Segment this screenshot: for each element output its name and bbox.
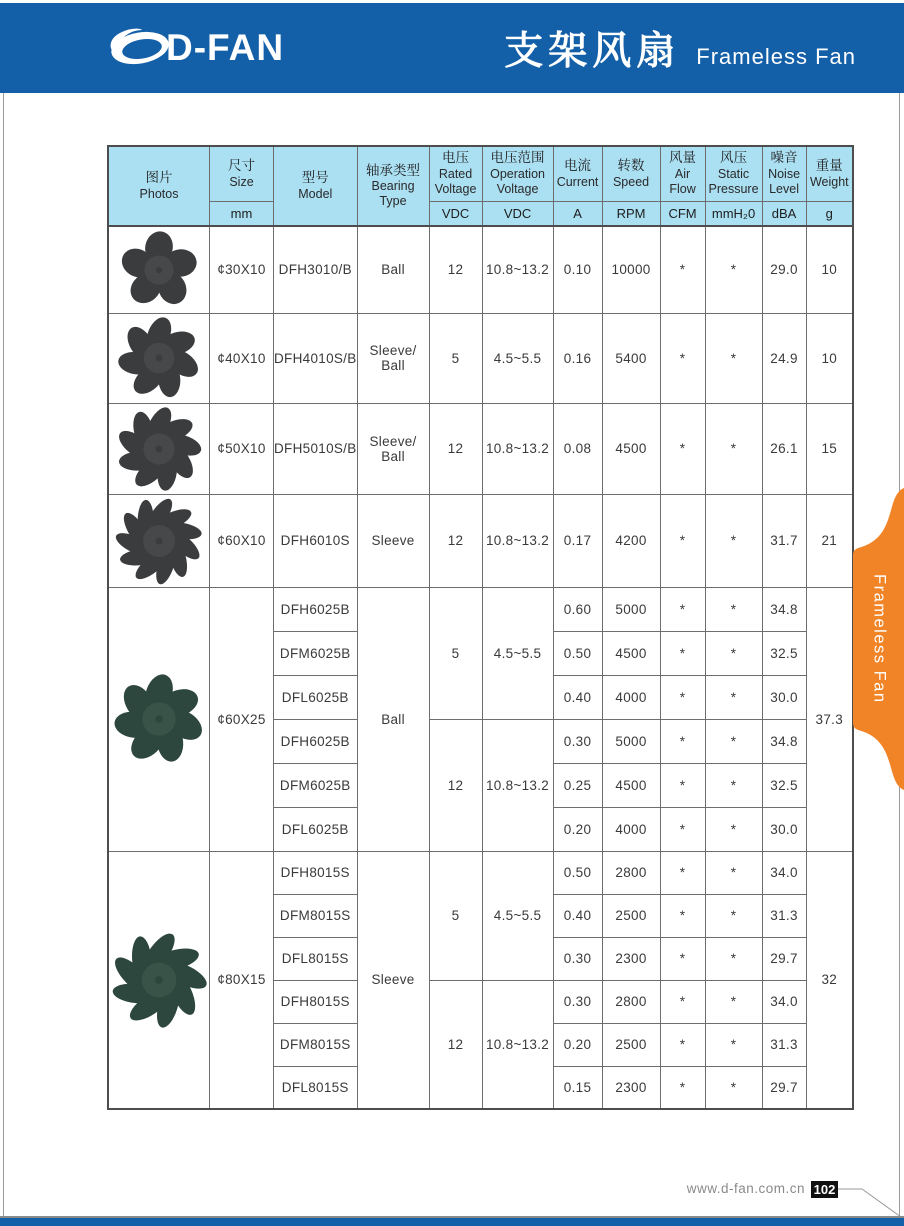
spec-cell: 0.20 — [553, 807, 602, 851]
column-header-en: Current — [556, 174, 599, 189]
spec-cell: 12 — [429, 980, 482, 1109]
spec-cell: * — [660, 226, 705, 313]
column-header-en: Air Flow — [669, 167, 696, 197]
column-header-en: Speed — [612, 174, 650, 189]
column-header — [108, 146, 210, 226]
spec-cell: 0.16 — [553, 313, 602, 403]
spec-cell: 10.8~13.2 — [482, 980, 553, 1109]
spec-cell: Sleeve — [357, 851, 429, 1109]
fan-5-blade-gray — [108, 226, 210, 313]
header-band — [0, 3, 904, 93]
spec-cell: DFH5010S/B — [274, 403, 358, 494]
column-header-en: Rated Voltage — [434, 167, 477, 197]
spec-cell: * — [660, 587, 705, 631]
brand-text: D-FAN — [166, 27, 285, 68]
fan-7-blade-gray — [115, 314, 203, 402]
spec-cell: DFH6025B — [274, 587, 358, 631]
spec-cell: * — [705, 894, 762, 937]
column-header-cn: 重量 — [815, 157, 843, 173]
spec-cell: 2800 — [602, 980, 660, 1023]
spec-cell: 2500 — [602, 894, 660, 937]
spec-cell: DFH6025B — [274, 719, 358, 763]
unit-header: dBA — [762, 201, 806, 226]
spec-cell: 4000 — [602, 675, 660, 719]
spec-cell: * — [705, 763, 762, 807]
column-header — [705, 146, 762, 201]
spec-cell: * — [705, 807, 762, 851]
spec-cell: DFL6025B — [274, 675, 358, 719]
column-header-en: Bearing Type — [371, 179, 415, 209]
spec-cell: 4500 — [602, 763, 660, 807]
unit-header: RPM — [602, 201, 660, 226]
spec-cell: Ball — [357, 587, 429, 851]
unit-header: mmH₂0 — [705, 201, 762, 226]
fan-7-blade-teal — [108, 587, 210, 851]
spec-cell: 26.1 — [762, 403, 806, 494]
column-header-cn: 型号 — [301, 170, 329, 186]
column-header-en: Operation Voltage — [490, 167, 545, 197]
column-header-cn: 噪音 — [770, 150, 798, 166]
spec-cell: DFM8015S — [274, 894, 358, 937]
spec-cell: 29.0 — [762, 226, 806, 313]
spec-cell: 0.25 — [553, 763, 602, 807]
unit-header: mm — [210, 201, 274, 226]
fan-9-blade-gray — [108, 403, 210, 494]
spec-cell: * — [660, 980, 705, 1023]
spec-cell: * — [660, 1066, 705, 1109]
spec-table — [107, 145, 854, 1110]
spec-cell: * — [705, 851, 762, 894]
column-header — [553, 146, 602, 201]
spec-cell: 10.8~13.2 — [482, 403, 553, 494]
spec-cell: 0.50 — [553, 851, 602, 894]
side-tab-label: Frameless Fan — [870, 574, 889, 704]
column-header-en: Weight — [809, 174, 849, 189]
spec-cell: 2300 — [602, 1066, 660, 1109]
spec-cell: 29.7 — [762, 1066, 806, 1109]
spec-cell: Sleeve/ Ball — [357, 313, 429, 403]
fan-11-blade-gray — [113, 495, 205, 587]
column-header-en: Model — [298, 186, 333, 201]
spec-cell: 12 — [429, 719, 482, 851]
spec-cell: * — [660, 313, 705, 403]
spec-cell: 10000 — [602, 226, 660, 313]
column-header — [274, 146, 358, 226]
spec-cell: * — [705, 494, 762, 587]
column-header-en: Static Pressure — [708, 167, 759, 197]
column-header-cn: 电压范围 — [490, 150, 545, 166]
spec-cell: 0.17 — [553, 494, 602, 587]
spec-cell: 4.5~5.5 — [482, 587, 553, 719]
spec-cell: DFL6025B — [274, 807, 358, 851]
spec-cell: 0.10 — [553, 226, 602, 313]
spec-cell: * — [660, 894, 705, 937]
column-header-cn: 风量 — [669, 150, 697, 166]
column-header-cn: 转数 — [617, 157, 645, 173]
unit-header: CFM — [660, 201, 705, 226]
spec-cell: 24.9 — [762, 313, 806, 403]
spec-cell: * — [660, 675, 705, 719]
fan-7-blade-teal — [111, 671, 207, 767]
column-header-en: Size — [229, 174, 254, 189]
column-header-cn: 轴承类型 — [366, 162, 421, 178]
fan-9-blade-gray — [114, 404, 204, 494]
spec-cell: 0.60 — [553, 587, 602, 631]
column-header-cn: 风压 — [720, 150, 748, 166]
column-header-en: Photos — [139, 186, 179, 201]
spec-cell: * — [705, 1023, 762, 1066]
spec-cell: 0.08 — [553, 403, 602, 494]
spec-cell: * — [705, 313, 762, 403]
spec-cell: 5000 — [602, 719, 660, 763]
spec-cell: 31.3 — [762, 1023, 806, 1066]
spec-cell: Ball — [357, 226, 429, 313]
spec-cell: 4500 — [602, 403, 660, 494]
page-number-badge: 102 — [811, 1181, 838, 1198]
spec-cell: * — [660, 807, 705, 851]
spec-cell: 30.0 — [762, 807, 806, 851]
spec-cell: 2800 — [602, 851, 660, 894]
spec-cell: Sleeve — [357, 494, 429, 587]
spec-cell: 21 — [806, 494, 853, 587]
spec-cell: * — [705, 980, 762, 1023]
spec-cell: 37.3 — [806, 587, 853, 851]
spec-cell: 10 — [806, 313, 853, 403]
unit-header: VDC — [429, 201, 482, 226]
spec-cell: 4000 — [602, 807, 660, 851]
spec-cell: 0.40 — [553, 894, 602, 937]
bottom-blue-strip — [0, 1218, 904, 1226]
spec-cell: ¢40X10 — [210, 313, 274, 403]
spec-cell: 34.8 — [762, 587, 806, 631]
spec-cell: ¢50X10 — [210, 403, 274, 494]
spec-cell: 2300 — [602, 937, 660, 980]
spec-cell: 0.20 — [553, 1023, 602, 1066]
spec-cell: * — [660, 403, 705, 494]
column-header-cn: 电压 — [442, 150, 470, 166]
spec-cell: DFM8015S — [274, 1023, 358, 1066]
column-header — [660, 146, 705, 201]
column-header — [357, 146, 429, 226]
spec-cell: 0.30 — [553, 937, 602, 980]
spec-cell: 0.30 — [553, 980, 602, 1023]
spec-cell: * — [705, 226, 762, 313]
spec-cell: 34.0 — [762, 980, 806, 1023]
fan-5-blade-gray — [117, 228, 201, 312]
spec-cell: * — [660, 719, 705, 763]
spec-cell: 0.15 — [553, 1066, 602, 1109]
spec-cell: 10 — [806, 226, 853, 313]
column-header — [762, 146, 806, 201]
spec-cell: * — [705, 1066, 762, 1109]
spec-cell: ¢60X10 — [210, 494, 274, 587]
unit-header: A — [553, 201, 602, 226]
column-header — [806, 146, 853, 201]
spec-cell: 12 — [429, 226, 482, 313]
spec-cell: DFH4010S/B — [274, 313, 358, 403]
spec-cell: * — [705, 631, 762, 675]
column-header — [210, 146, 274, 201]
spec-cell: 5 — [429, 587, 482, 719]
spec-cell: * — [705, 719, 762, 763]
spec-cell: 0.30 — [553, 719, 602, 763]
spec-cell: DFH8015S — [274, 980, 358, 1023]
brand — [102, 24, 284, 72]
spec-cell: 32.5 — [762, 631, 806, 675]
spec-cell: 12 — [429, 403, 482, 494]
side-tab-frameless-fan — [845, 488, 904, 790]
column-header-cn: 电流 — [564, 157, 592, 173]
spec-cell: DFM6025B — [274, 631, 358, 675]
d-fan-logo-icon — [102, 24, 172, 72]
fan-7-blade-gray — [108, 313, 210, 403]
spec-cell: Sleeve/ Ball — [357, 403, 429, 494]
spec-cell: 0.50 — [553, 631, 602, 675]
spec-cell: * — [660, 937, 705, 980]
spec-cell: 10.8~13.2 — [482, 494, 553, 587]
spec-cell: 32 — [806, 851, 853, 1109]
spec-cell: * — [705, 937, 762, 980]
spec-cell: DFH6010S — [274, 494, 358, 587]
spec-cell: * — [660, 631, 705, 675]
footer-connector-line — [838, 1188, 902, 1218]
spec-cell: ¢80X15 — [210, 851, 274, 1109]
footer-website: www.d-fan.com.cn — [686, 1181, 805, 1196]
spec-cell: * — [705, 675, 762, 719]
column-header — [482, 146, 553, 201]
fan-9-blade-teal — [109, 930, 209, 1030]
spec-cell: DFL8015S — [274, 937, 358, 980]
spec-cell: 31.3 — [762, 894, 806, 937]
page-edge-left — [3, 93, 4, 1216]
unit-header: VDC — [482, 201, 553, 226]
column-header-cn: 尺寸 — [228, 157, 255, 173]
spec-cell: 34.8 — [762, 719, 806, 763]
spec-cell: 12 — [429, 494, 482, 587]
spec-cell: ¢60X25 — [210, 587, 274, 851]
spec-cell: 4200 — [602, 494, 660, 587]
spec-cell: 4.5~5.5 — [482, 313, 553, 403]
spec-cell: * — [660, 851, 705, 894]
spec-cell: 10.8~13.2 — [482, 226, 553, 313]
page-title-cn: 支架风扇 — [504, 30, 681, 73]
spec-cell: 5000 — [602, 587, 660, 631]
spec-cell: 30.0 — [762, 675, 806, 719]
unit-header: g — [806, 201, 853, 226]
spec-cell: 10.8~13.2 — [482, 719, 553, 851]
spec-cell: 5 — [429, 313, 482, 403]
spec-cell: 34.0 — [762, 851, 806, 894]
spec-cell: 31.7 — [762, 494, 806, 587]
spec-cell: ¢30X10 — [210, 226, 274, 313]
spec-cell: * — [660, 1023, 705, 1066]
spec-cell: 32.5 — [762, 763, 806, 807]
spec-cell: 5 — [429, 851, 482, 980]
spec-cell: DFM6025B — [274, 763, 358, 807]
spec-cell: DFH3010/B — [274, 226, 358, 313]
spec-cell: 15 — [806, 403, 853, 494]
spec-cell: * — [660, 494, 705, 587]
spec-cell: 2500 — [602, 1023, 660, 1066]
spec-cell: 0.40 — [553, 675, 602, 719]
page-title-en: Frameless Fan — [696, 44, 856, 69]
spec-cell: 29.7 — [762, 937, 806, 980]
spec-cell: DFL8015S — [274, 1066, 358, 1109]
column-header-en: Noise Level — [768, 167, 801, 197]
spec-cell: 4500 — [602, 631, 660, 675]
column-header-cn: 图片 — [145, 170, 173, 186]
fan-9-blade-teal — [108, 851, 210, 1109]
column-header — [602, 146, 660, 201]
spec-cell: * — [660, 763, 705, 807]
spec-cell: DFH8015S — [274, 851, 358, 894]
spec-cell: * — [705, 587, 762, 631]
column-header — [429, 146, 482, 201]
spec-cell: * — [705, 403, 762, 494]
fan-11-blade-gray — [108, 494, 210, 587]
spec-cell: 5400 — [602, 313, 660, 403]
spec-cell: 4.5~5.5 — [482, 851, 553, 980]
page-title — [504, 20, 856, 76]
